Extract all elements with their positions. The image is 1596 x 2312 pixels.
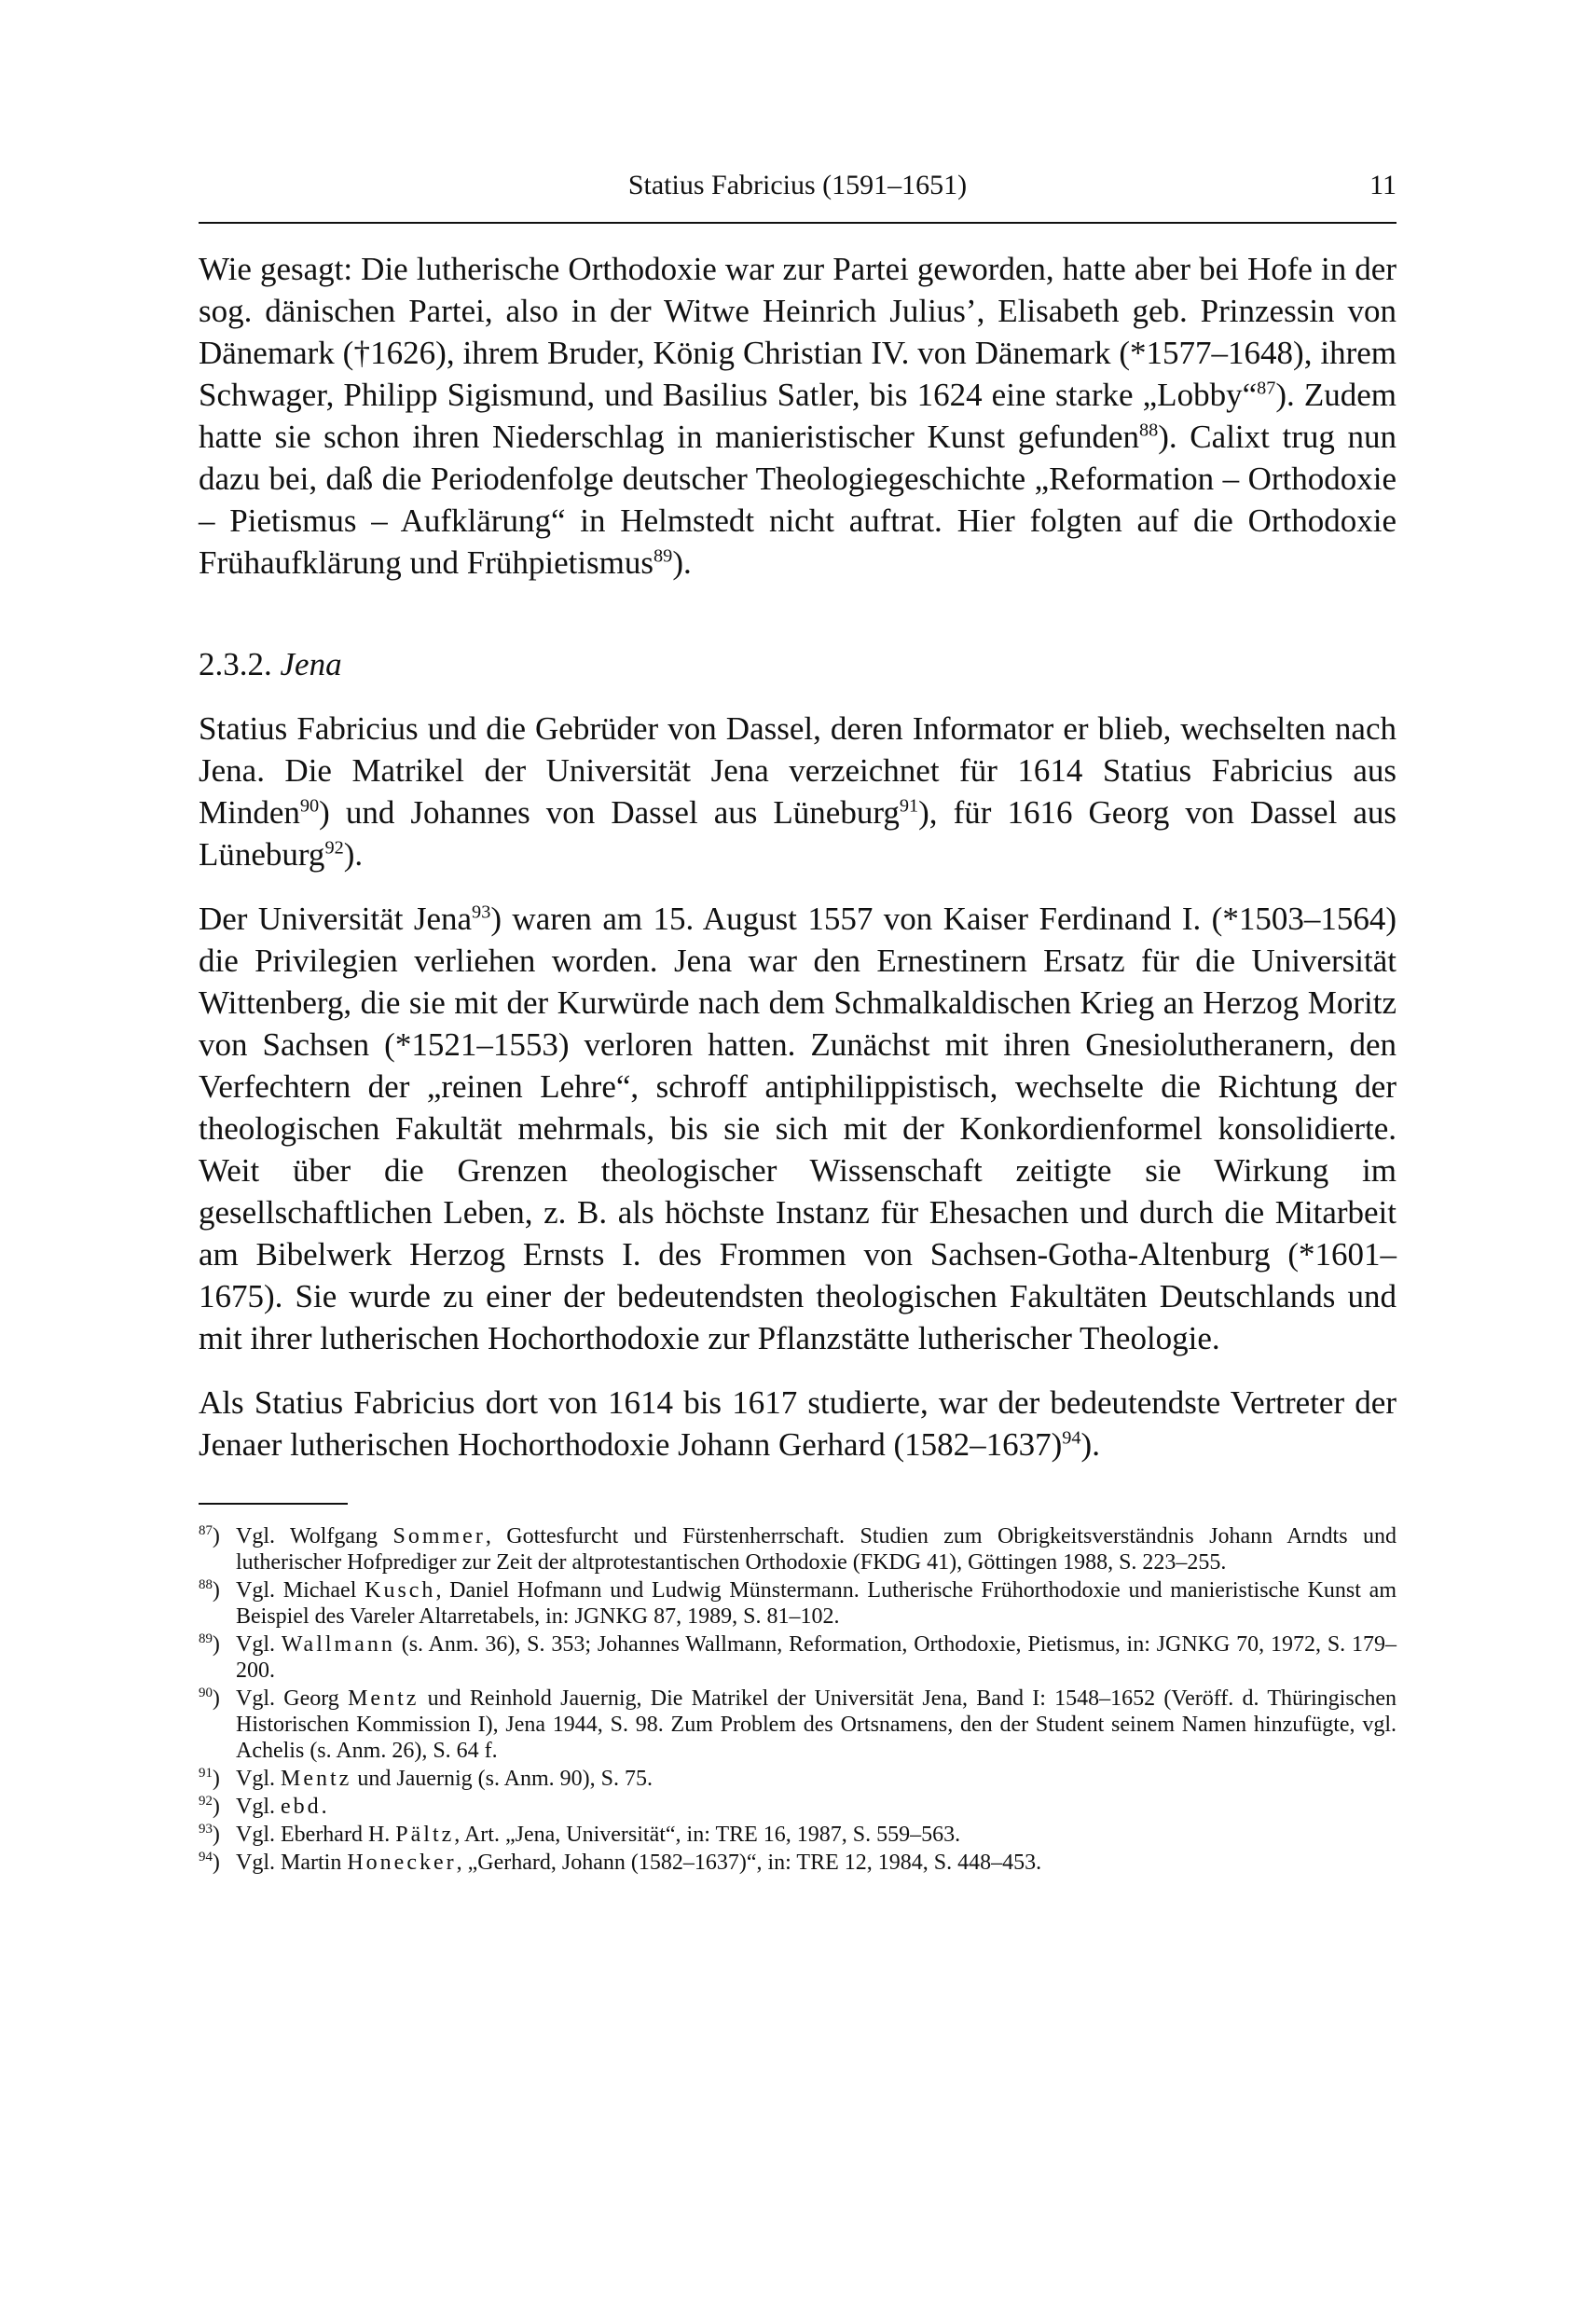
footnotes <box>199 1523 1396 1876</box>
body-text <box>199 248 1396 1466</box>
footnote-ref[interactable]: 93 <box>472 901 491 923</box>
footnote: $^{92}$) Vgl. ebd. <box>199 1794 327 1819</box>
page-number: 11 <box>1369 170 1396 200</box>
footnote: $^{88}$) Vgl. Michael Kusch, Daniel Hofmann und Ludwig Münstermann. Lutherische Frühorthodoxie und manieristische Kunst am Beispiel des Vareler Altarretabels, in: JGNKG 87, 1989, S. 81–102. <box>199 1577 1396 1629</box>
running-header <box>199 168 1396 224</box>
footnote-ref[interactable]: 89 <box>654 545 673 567</box>
footnote-ref[interactable]: 87 <box>1257 378 1276 399</box>
footnote: $^{93}$) Vgl. Eberhard H. Pältz, Art. „Jena, Universität“, in: TRE 16, 1987, S. 559–563. <box>199 1822 961 1847</box>
footnote-ref[interactable]: 90 <box>299 795 320 817</box>
footnote: $^{90}$) Vgl. Georg Mentz und Reinhold Jauernig, Die Matrikel der Universität Jena, Band I: 1548–1652 (Veröff. d. Thüringischen Historischen Kommission I), Jena 1944, S. 98. Zum Problem des Ortsnamens, den der Student seinem Namen hinzufügte, vgl. Achelis (s. Anm. 26), S. 64 f. <box>199 1686 1396 1763</box>
footnote: $^{94}$) Vgl. Martin Honecker, „Gerhard, Johann (1582–1637)“, in: TRE 12, 1984, S. 448–453. <box>199 1850 1042 1875</box>
footnote: $^{89}$) Vgl. Wallmann (s. Anm. 36), S. 353; Johannes Wallmann, Reformation, Orthodoxie, Pietismus, in: JGNKG 70, 1972, S. 179–200. <box>199 1631 1397 1683</box>
paragraph: Als Statius Fabricius dort von 1614 bis 1617 studierte, war der bedeutendste Vertreter der Jenaer lutherischen Hochorthodoxie Johann Gerhard (1582–1637)$^{94}$). <box>199 1384 1396 1463</box>
section-heading: 2.3.2. Jena <box>199 646 342 682</box>
footnote-divider <box>199 1503 348 1505</box>
footnote-ref[interactable]: 91 <box>899 795 919 817</box>
paragraph: Der Universität Jena$^{93}$) waren am 15. August 1557 von Kaiser Ferdinand I. (*1503–1564) die Privilegien verliehen worden. Jena war den Ernestinern Ersatz für die Universität Wittenberg, die sie mit der Kurwürde nach dem Schmalkaldischen Krieg an Herzog Moritz von Sachsen (*1521–1553) verloren hatten. Zunächst mit ihren Gnesiolutheranern, den Verfechtern der „reinen Lehre“, schroff antiphilippistisch, wechselte die Richtung der theologischen Fakultät mehrmals, bis sie sich mit der Konkordienformel konsolidierte. Weit über die Grenzen theologischer Wissenschaft zeitigte sie Wirkung im gesellschaftlichen Leben, z. B. als höchste Instanz für Ehesachen und durch die Mitarbeit am Bibelwerk Herzog Ernsts I. des Frommen von Sachsen-Gotha-Altenburg (*1601–1675). Sie wurde zu einer der bedeutendsten theologischen Fakultäten Deutschlands und mit ihrer lutherischen Hochorthodoxie zur Pflanzstätte lutherischer Theologie. <box>199 901 1396 1356</box>
footnote-ref[interactable]: 92 <box>324 837 344 859</box>
footnote-ref[interactable]: 88 <box>1139 420 1159 441</box>
footnote-ref[interactable]: 94 <box>1062 1427 1081 1449</box>
book-page <box>199 168 1396 1878</box>
paragraph: Statius Fabricius und die Gebrüder von Dassel, deren Informator er blieb, wechselten nach Jena. Die Matrikel der Universität Jena verzeichnet für 1614 Statius Fabricius aus Minden$^{90}$) und Johannes von Dassel aus Lüneburg$^{91}$), für 1616 Georg von Dassel aus Lüneburg$^{92}$). <box>199 710 1396 873</box>
footnote: $^{91}$) Vgl. Mentz und Jauernig (s. Anm. 90), S. 75. <box>199 1766 653 1791</box>
footnote: $^{87}$) Vgl. Wolfgang Sommer, Gottesfurcht und Fürstenherrschaft. Studien zum Obrigkeitsverständnis Johann Arndts und lutherischer Hofprediger zur Zeit der altprotestantischen Orthodoxie (FKDG 41), Göttingen 1988, S. 223–255. <box>199 1523 1396 1575</box>
paragraph: Wie gesagt: Die lutherische Orthodoxie war zur Partei geworden, hatte aber bei Hofe in der sog. dänischen Partei, also in der Witwe Heinrich Julius’, Elisabeth geb. Prinzessin von Dänemark (†1626), ihrem Bruder, König Christian IV. von Dänemark (*1577–1648), ihrem Schwager, Philipp Sigismund, und Basilius Satler, bis 1624 eine starke „Lobby“$^{87}$). Zudem hatte sie schon ihren Niederschlag in manieristischer Kunst gefunden$^{88}$). Calixt trug nun dazu bei, daß die Periodenfolge deutscher Theologiegeschichte „Reformation – Orthodoxie – Pietismus – Aufklärung“ in Helmstedt nicht auftrat. Hier folgten auf die Orthodoxie Frühaufklärung und Frühpietismus$^{89}$). <box>199 251 1397 581</box>
running-title: Statius Fabricius (1591–1651) <box>627 170 968 200</box>
